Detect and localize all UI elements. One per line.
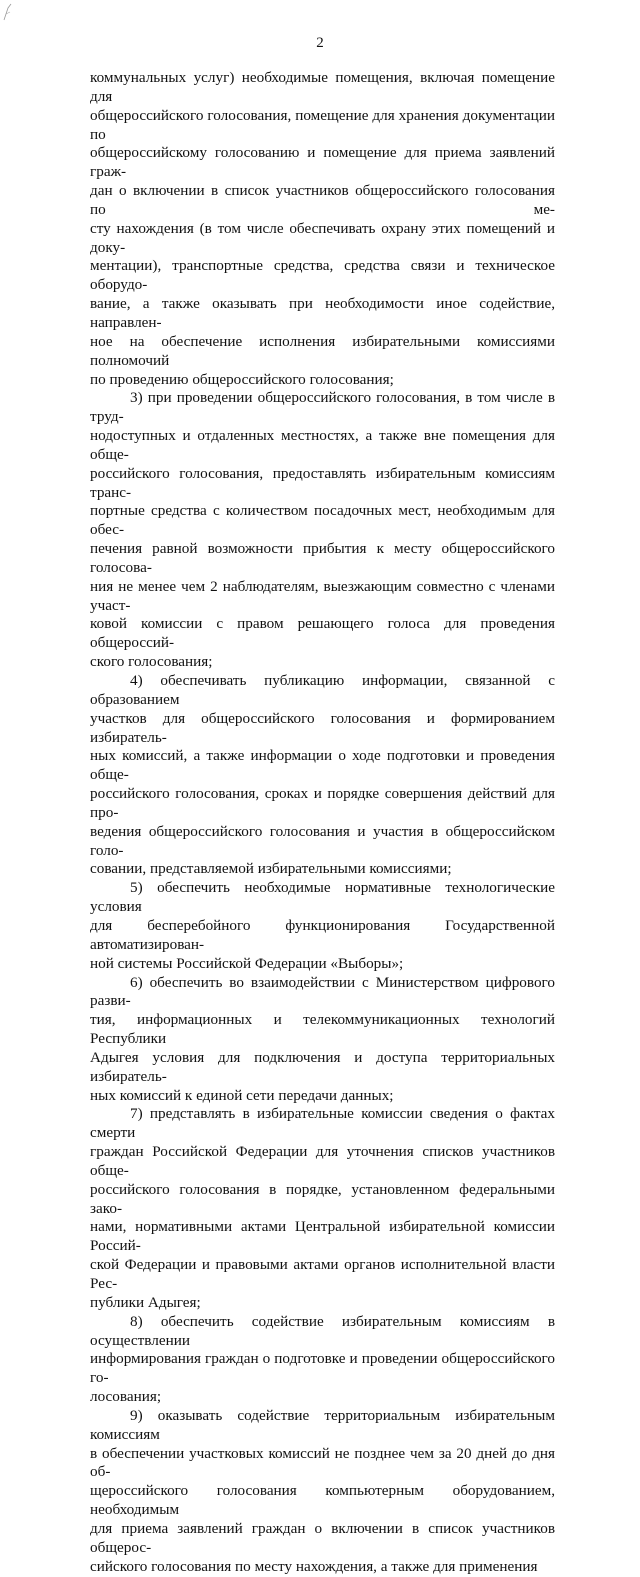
text-line: сийского голосования по месту нахождения, а также для применения <box>90 1557 538 1575</box>
text-line: нодоступных и отдаленных местностях, а также вне помещения для обще- <box>90 427 555 463</box>
text-line: Адыгея условия для подключения и доступа территориальных избиратель- <box>90 1048 555 1085</box>
text-line: ведения общероссийского голосования и участия в общероссийском голо- <box>90 822 555 859</box>
page-number: 2 <box>316 35 324 51</box>
text-line: публики Адыгея; <box>90 1293 201 1311</box>
text-line: российского голосования, предоставлять избирательным комиссиям транс- <box>90 464 555 501</box>
text-line: ной системы Российской Федерации «Выборы»; <box>90 954 404 972</box>
text-line: ментации), транспортные средства, средства связи и техническое оборудо- <box>90 257 555 294</box>
text-line: российского голосования, сроках и порядке совершения действий для про- <box>90 785 555 821</box>
document-body <box>90 69 555 1577</box>
text-line: 5) обеспечить необходимые нормативные технологические условия <box>90 879 555 916</box>
text-line: ных комиссий к единой сети передачи данных; <box>90 1086 394 1104</box>
paragraph <box>90 69 555 389</box>
text-line: ковой комиссии с правом решающего голоса для проведения общероссий- <box>90 615 555 652</box>
text-line: щероссийского голосования компьютерным оборудованием, необходимым <box>90 1482 555 1519</box>
text-line: российского голосования в порядке, установленном федеральными зако- <box>90 1180 555 1217</box>
text-line: 7) представлять в избирательные комиссии сведения о фактах смерти <box>90 1105 555 1142</box>
text-line: граждан Российской Федерации для уточнения списков участников обще- <box>90 1143 555 1179</box>
text-line: портные средства с количеством посадочных мест, необходимым для обес- <box>90 502 555 539</box>
text-line: по проведению общероссийского голосования; <box>90 370 394 388</box>
text-line: участков для общероссийского голосования и формированием избиратель- <box>90 709 555 746</box>
text-line: в обеспечении участковых комиссий не позднее чем за 20 дней до дня об- <box>90 1444 555 1481</box>
text-line: 3) при проведении общероссийского голосования, в том числе в труд- <box>90 389 555 426</box>
text-line: 9) оказывать содействие территориальным избирательным комиссиям <box>90 1406 555 1443</box>
text-line: для бесперебойного функционирования Государственной автоматизирован- <box>90 916 555 953</box>
text-line: дан о включении в список участников общероссийского голосования по ме- <box>90 182 555 218</box>
text-line: ской Федерации и правовыми актами органов исполнительной власти Рес- <box>90 1256 555 1292</box>
text-line: общероссийскому голосованию и помещение для приема заявлений граж- <box>90 144 555 181</box>
text-line: нами, нормативными актами Центральной избирательной комиссии Россий- <box>90 1218 555 1255</box>
text-line: коммунальных услуг) необходимые помещения, включая помещение для <box>90 69 555 105</box>
paragraph <box>90 1105 555 1312</box>
text-line: лосования; <box>90 1388 162 1406</box>
text-line: ского голосования; <box>90 653 213 671</box>
text-line: ных комиссий, а также информации о ходе подготовки и проведения обще- <box>90 747 555 784</box>
text-line: 6) обеспечить во взаимодействии с Министерством цифрового разви- <box>90 973 555 1010</box>
paragraph <box>90 879 555 973</box>
paragraph <box>90 389 555 672</box>
text-line: 4) обеспечивать публикацию информации, связанной с образованием <box>90 672 555 708</box>
paragraph <box>90 1407 555 1577</box>
text-line: сту нахождения (в том числе обеспечивать охрану этих помещений и доку- <box>90 219 555 256</box>
paragraph <box>90 672 555 879</box>
text-line: для приема заявлений граждан о включении в список участников общерос- <box>90 1519 555 1556</box>
text-line: печения равной возможности прибытия к месту общероссийского голосова- <box>90 540 555 576</box>
text-line: вание, а также оказывать при необходимости иное содействие, направлен- <box>90 295 555 331</box>
text-line: ное на обеспечение исполнения избирательными комиссиями полномочий <box>90 332 555 369</box>
corner-scan-mark <box>3 2 13 22</box>
text-line: общероссийского голосования, помещение для хранения документации по <box>90 106 555 143</box>
text-line: информирования граждан о подготовке и проведении общероссийского го- <box>90 1350 555 1387</box>
paragraph <box>90 974 555 1106</box>
paragraph <box>90 1313 555 1407</box>
text-line: 8) обеспечить содействие избирательным комиссиям в осуществлении <box>90 1312 555 1349</box>
text-line: ния не менее чем 2 наблюдателям, выезжающим совместно с членами участ- <box>90 577 555 614</box>
text-line: тия, информационных и телекоммуникационных технологий Республики <box>90 1011 555 1048</box>
text-line: совании, представляемой избирательными комиссиями; <box>90 860 452 878</box>
